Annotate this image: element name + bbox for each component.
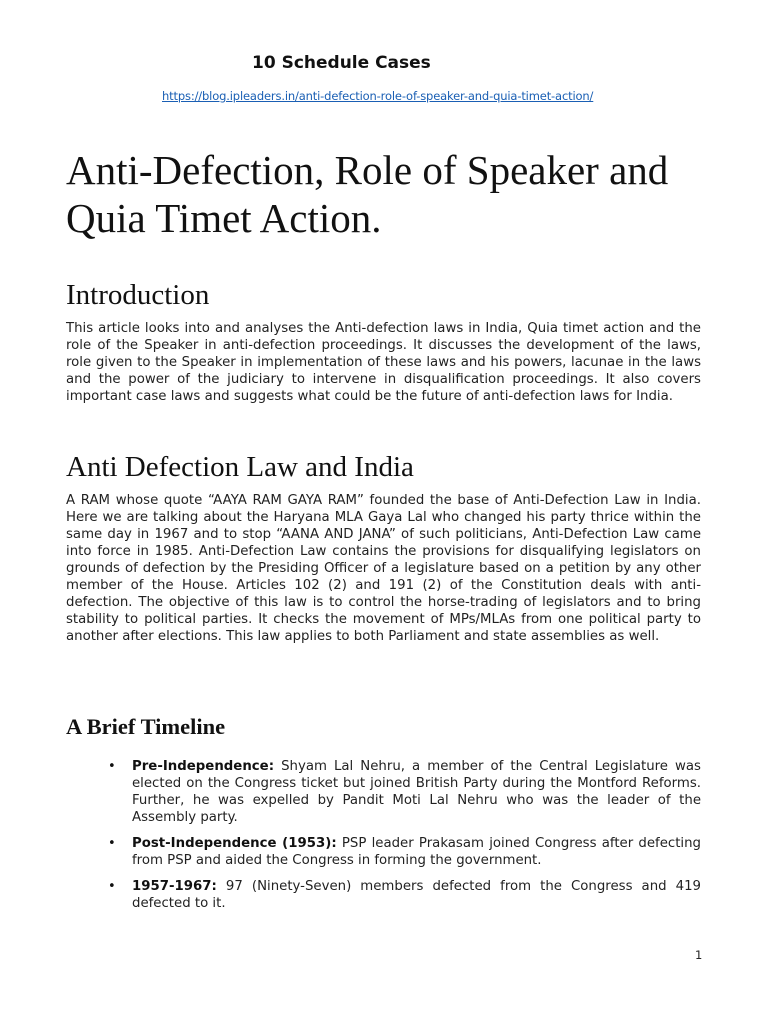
anti-defection-paragraph: A RAM whose quote “AAYA RAM GAYA RAM” founded the base of Anti-Defection Law in India. Here we are talking about the Haryana MLA Gaya Lal who changed his party thrice within the same day in 1967 and to stop “AANA AND JANA” of such politicians, Anti-Defection Law came into force in 1985. Anti-Defection Law contains the provisions for disqualifying legislators on grounds of defection by the Presiding Officer of a legislature based on a petition by any other member of the House. Articles 102 (2) and 191 (2) of the Constitution deals with anti-defection. The objective of this law is to control the horse-trading of legislators and to bring stability to political parties. It checks the movement of MPs/MLAs from one political party to another after elections. This law applies to both Parliament and state assemblies as well. [66, 493, 701, 644]
timeline-item [108, 835, 701, 869]
source-link[interactable]: https://blog.ipleaders.in/anti-defection-role-of-speaker-and-quia-timet-action/ [162, 89, 594, 103]
document-title: Anti-Defection, Role of Speaker and Quia Timet Action. [66, 147, 669, 241]
anti-defection-heading: Anti Defection Law and India [66, 451, 414, 483]
timeline-item [108, 878, 701, 912]
timeline-item-text: PSP leader Prakasam joined Congress after defecting from PSP and aided the Congress in forming the government. [132, 836, 701, 868]
timeline-item [108, 758, 701, 826]
introduction-paragraph: This article looks into and analyses the Anti-defection laws in India, Quia timet action and the role of the Speaker in anti-defection proceedings. It discusses the development of the laws, role given to the Speaker in implementation of these laws and his powers, lacunae in the laws and the power of the judiciary to intervene in disqualification proceedings. It also covers important case laws and suggests what could be the future of anti-defection laws for India. [66, 321, 701, 404]
timeline-item-text: 97 (Ninety-Seven) members defected from the Congress and 419 defected to it. [132, 879, 701, 911]
introduction-heading: Introduction [66, 279, 210, 311]
bullet-icon: • [108, 836, 116, 851]
timeline-item-term: Post-Independence (1953): [132, 836, 337, 851]
page-number: 1 [695, 948, 703, 962]
bullet-icon: • [108, 879, 116, 894]
bullet-icon: • [108, 759, 116, 774]
timeline-list [108, 758, 701, 921]
timeline-heading: A Brief Timeline [66, 714, 226, 739]
timeline-item-term: Pre-Independence: [132, 759, 275, 774]
timeline-item-text: Shyam Lal Nehru, a member of the Central Legislature was elected on the Congress ticket but joined British Party during the Montford Reforms. Further, he was expelled by Pandit Moti Lal Nehru who was the leader of the Assembly party. [132, 759, 701, 825]
timeline-item-term: 1957-1967: [132, 879, 217, 894]
schedule-title: 10 Schedule Cases [252, 53, 431, 73]
